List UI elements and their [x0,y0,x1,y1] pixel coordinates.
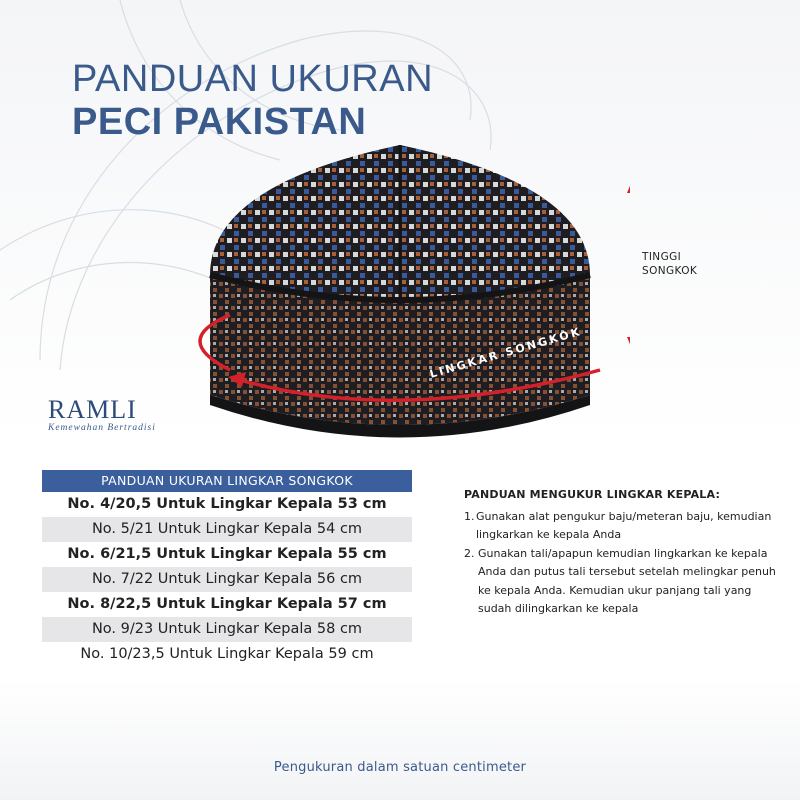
table-row: No. 8/22,5 Untuk Lingkar Kepala 57 cm [42,592,412,617]
size-table-header: PANDUAN UKURAN LINGKAR SONGKOK [42,470,412,492]
list-item [464,545,784,619]
measure-guide-title: PANDUAN MENGUKUR LINGKAR KEPALA: [464,488,721,501]
step-number: 1. [464,509,475,523]
brand-logo [48,395,156,433]
table-row: No. 6/21,5 Untuk Lingkar Kepala 55 cm [42,542,412,567]
step-text: Gunakan alat pengukur baju/meteran baju, kemudian lingkarkan ke kepala Anda [476,509,772,541]
step-text: Gunakan tali/apapun kemudian lingkarkan ke kepala Anda dan putus tali tersebut setelah melingkar penuh ke kepala Anda. Kemudian ukur panjang tali yang sudah dilingkarkan ke kepala [478,546,776,615]
circumference-label: LINGKAR SONGKOK [428,324,584,381]
table-row: No. 5/21 Untuk Lingkar Kepala 54 cm [42,517,412,542]
list-item [464,508,784,545]
table-row: No. 10/23,5 Untuk Lingkar Kepala 59 cm [80,646,374,662]
title-line-2: PECI PAKISTAN [72,101,367,143]
table-row: No. 7/22 Untuk Lingkar Kepala 56 cm [42,567,412,592]
table-row: No. 4/20,5 Untuk Lingkar Kepala 53 cm [42,492,412,517]
height-label-line-2: SONGKOK [642,265,698,277]
measure-guide [464,486,784,619]
peci-cap-illustration [170,125,630,475]
brand-tagline: Kemewahan Bertradisi [48,423,156,433]
footer-note: Pengukuran dalam satuan centimeter [273,760,527,775]
height-label-line-1: TINGGI [642,251,682,263]
brand-name: RAMLI [48,395,137,424]
table-row: No. 9/23 Untuk Lingkar Kepala 58 cm [42,617,412,642]
step-number: 2. [464,546,475,560]
title-line-1: PANDUAN UKURAN [72,58,434,100]
size-table [42,470,412,667]
height-label [642,250,697,278]
